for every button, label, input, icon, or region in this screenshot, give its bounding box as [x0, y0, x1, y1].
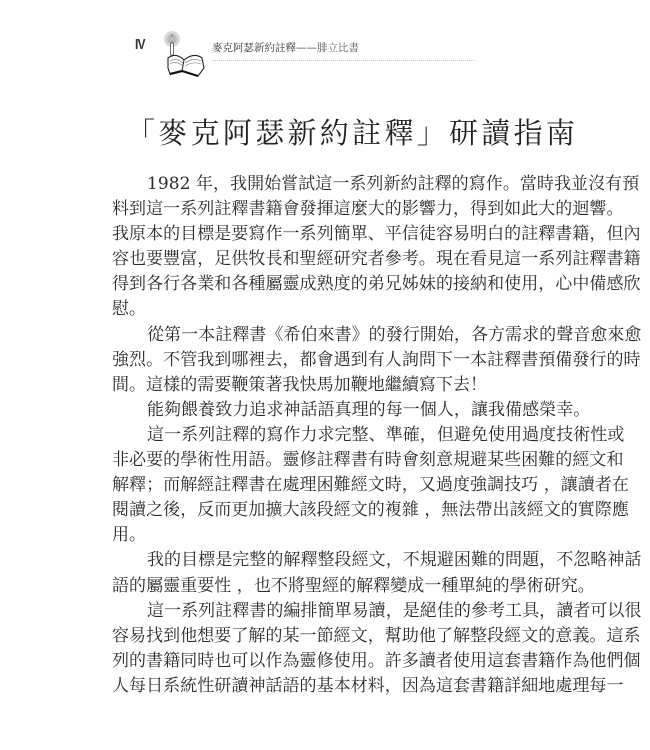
- text-line: 列的書籍同時也可以作為靈修使用。許多讀者使用這套書籍作為他們個: [112, 650, 641, 671]
- title-dash: ——: [296, 42, 317, 54]
- text-line: 得到各行各業和各種屬靈成熟度的弟兄姊妹的接納和使用，心中備感欣: [112, 274, 641, 295]
- text-line: 用。: [112, 525, 147, 546]
- open-book-with-candle-icon: [158, 30, 208, 80]
- volume-title: 腓立比書: [317, 42, 359, 54]
- text-line: 這一系列註釋的寫作力求完整、準確，但避免使用過度技術性或: [147, 424, 625, 445]
- text-line: 人每日系統性研讀神話語的基本材料，因為這套書籍詳細地處理每一: [112, 675, 624, 696]
- text-line: 我的目標是完整的解釋整段經文，不規避困難的問題，不忽略神話: [147, 550, 642, 571]
- running-title: [212, 40, 359, 55]
- text-line: 間。這樣的需要鞭策著我快馬加鞭地繼續寫下去！: [112, 374, 488, 395]
- text-line: 能夠餵養致力追求神話語真理的每一個人，讓我備感榮幸。: [147, 399, 591, 420]
- body-text: [112, 172, 642, 699]
- running-header: [0, 0, 650, 80]
- book-title: 麥克阿瑟新約註釋: [212, 42, 296, 54]
- text-line: 語的屬靈重要性 ，也不將聖經的解釋變成一種單純的學術研究。: [112, 575, 595, 596]
- text-line: 強烈。不管我到哪裡去，都會遇到有人詢問下一本註釋書預備發行的時: [112, 349, 641, 370]
- page-number: IV: [135, 36, 145, 53]
- text-line: 我原本的目標是要寫作一系列簡單、平信徒容易明白的註釋書籍，但內: [112, 224, 641, 245]
- text-line: 從第一本註釋書《希伯來書》的發行開始，各方需求的聲音愈來愈: [147, 324, 642, 345]
- text-line: 1982 年，我開始嘗試這一系列新約註釋的寫作。當時我並沒有預: [147, 174, 640, 194]
- text-line: 容易找到他想要了解的某一節經文，幫助他了解整段經文的意義。這系: [112, 625, 641, 646]
- text-line: 非必要的學術性用語。靈修註釋書有時會刻意規避某些困難的經文和: [112, 450, 624, 471]
- text-line: 容也要豐富，足供牧長和聖經研究者參考。現在看見這一系列註釋書籍: [112, 249, 641, 270]
- page-title: 「麥克阿瑟新約註釋」研讀指南: [126, 116, 579, 151]
- text-line: 慰。: [112, 299, 147, 320]
- text-line: 閱讀之後，反而更加擴大該段經文的複雜 ，無法帶出該經文的實際應: [112, 500, 629, 521]
- text-line: 這一系列註釋書的編排簡單易讀，是絕佳的參考工具，讀者可以很: [147, 600, 642, 621]
- text-line: 解釋；而解經註釋書在處理困難經文時，又過度強調技巧 ，讓讀者在: [112, 475, 629, 496]
- text-line: 料到這一系列註釋書籍會發揮這麼大的影響力，得到如此大的迴響。: [112, 199, 624, 220]
- header-divider: [212, 60, 476, 61]
